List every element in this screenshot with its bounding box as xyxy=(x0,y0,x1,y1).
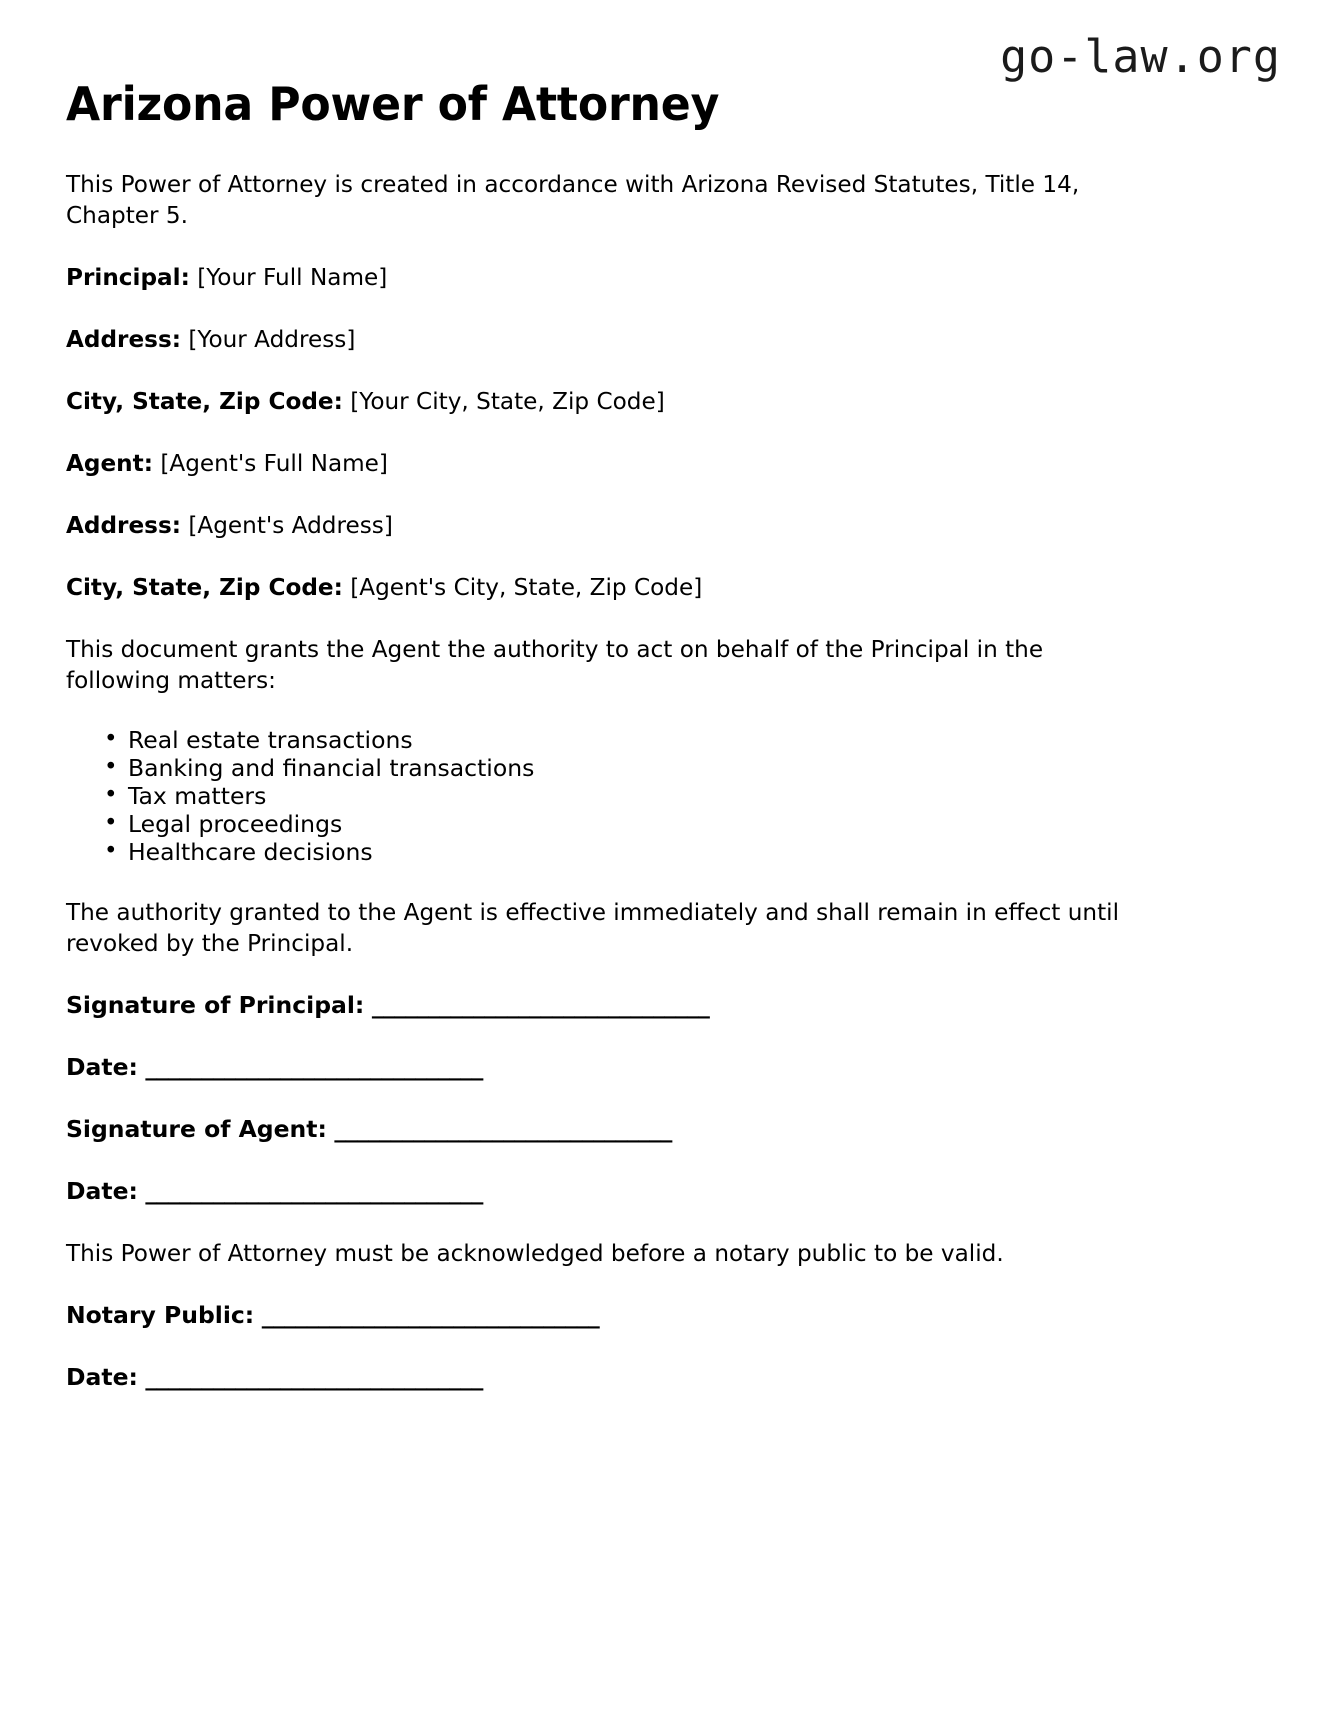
principal-date-row xyxy=(66,1052,1164,1083)
principal-signature-line[interactable]: ______________________________ xyxy=(371,990,710,1019)
agent-name-row xyxy=(66,448,1148,479)
notary-public-line[interactable]: ______________________________ xyxy=(261,1300,600,1329)
list-item: • Real estate transactions xyxy=(128,727,1164,755)
notary-date-row xyxy=(66,1362,1164,1393)
page-title: Arizona Power of Attorney xyxy=(66,77,720,131)
effectiveness-paragraph: The authority granted to the Agent is effective immediately and shall remain in effect until revoked by the Principal. xyxy=(66,897,1120,957)
principal-citystatezip-row xyxy=(66,386,1148,417)
grant-intro-paragraph: This document grants the Agent the authority to act on behalf of the Principal in the following matters: xyxy=(66,635,1044,695)
agent-signature-label: Signature of Agent: xyxy=(66,1114,327,1143)
principal-signature-label: Signature of Principal: xyxy=(66,990,365,1019)
principal-citystatezip-label: City, State, Zip Code: xyxy=(66,386,343,415)
agent-address-value: [Agent's Address] xyxy=(188,510,393,539)
principal-address-row xyxy=(66,324,1148,355)
agent-address-row xyxy=(66,510,1148,541)
agent-citystatezip-label: City, State, Zip Code: xyxy=(66,573,343,601)
notary-public-row xyxy=(66,1300,1164,1331)
notary-public-label: Notary Public: xyxy=(66,1300,255,1329)
agent-name-value: [Agent's Full Name] xyxy=(160,448,388,477)
agent-date-line[interactable]: ______________________________ xyxy=(145,1176,483,1205)
agent-signature-line[interactable]: ______________________________ xyxy=(334,1114,672,1143)
document-body xyxy=(66,78,1164,1424)
principal-date-line[interactable]: ______________________________ xyxy=(145,1052,483,1081)
principal-name-value: [Your Full Name] xyxy=(197,262,388,291)
list-item: • Banking and financial transactions xyxy=(128,755,1164,783)
agent-citystatezip-row xyxy=(66,572,1148,603)
principal-date-label: Date: xyxy=(66,1052,138,1081)
principal-name-row xyxy=(66,262,1148,293)
list-item: • Legal proceedings xyxy=(128,811,1164,839)
agent-date-row xyxy=(66,1176,1164,1207)
principal-citystatezip-value: [Your City, State, Zip Code] xyxy=(350,386,665,415)
agent-citystatezip-value: [Agent's City, State, Zip Code] xyxy=(350,573,703,601)
site-logo: go-law.org xyxy=(1000,30,1281,83)
list-item: • Tax matters xyxy=(128,783,1164,811)
principal-signature-row xyxy=(66,990,1164,1021)
notary-date-line[interactable]: ______________________________ xyxy=(145,1362,483,1391)
notary-note-paragraph: This Power of Attorney must be acknowledged before a notary public to be valid. xyxy=(66,1238,1004,1267)
agent-name-label: Agent: xyxy=(66,448,153,477)
principal-address-value: [Your Address] xyxy=(188,324,356,353)
intro-paragraph: This Power of Attorney is created in accordance with Arizona Revised Statutes, Title 14, Chapter 5. xyxy=(66,169,1080,229)
notary-date-label: Date: xyxy=(66,1362,138,1391)
principal-address-label: Address: xyxy=(66,324,181,353)
list-item: • Healthcare decisions xyxy=(128,839,1164,867)
agent-date-label: Date: xyxy=(66,1176,138,1205)
agent-signature-row xyxy=(66,1114,1164,1145)
principal-name-label: Principal: xyxy=(66,262,190,291)
agent-address-label: Address: xyxy=(66,510,181,539)
matters-list xyxy=(66,727,1164,867)
